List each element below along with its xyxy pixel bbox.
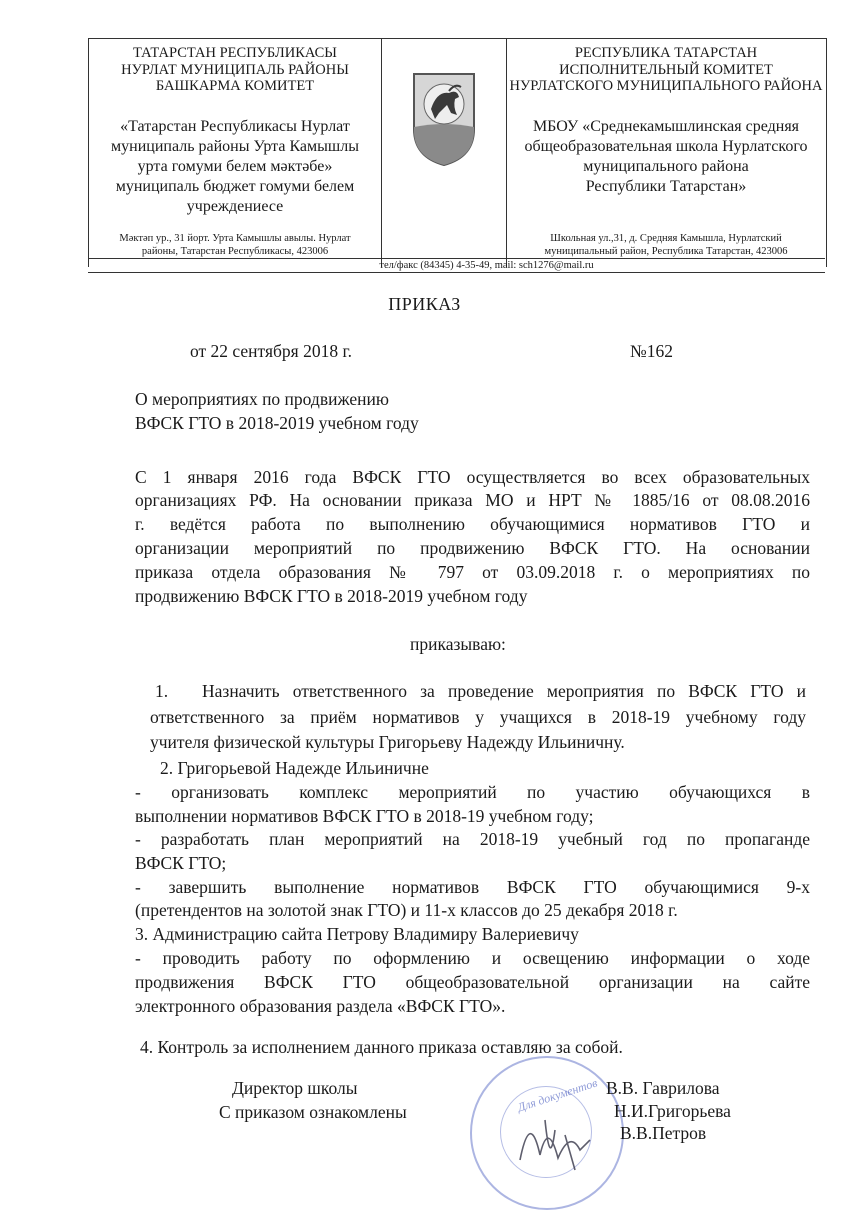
item2-line: ВФСК ГТО; xyxy=(135,853,227,873)
item1-line: ответственного за приём нормативов у учащихся в 2018-19 учебному году xyxy=(150,707,806,727)
item2-line: - разработать план мероприятий на 2018-19 учебный год по пропаганде xyxy=(135,829,810,849)
left-title-line: ТАТАРСТАН РЕСПУБЛИКАСЫ xyxy=(133,45,337,61)
right-address-line: муниципальный район, Республика Татарстан, 423006 xyxy=(544,246,788,257)
item3-line: продвижения ВФСК ГТО общеобразовательной организации на сайте xyxy=(135,972,810,992)
letterhead-right xyxy=(506,39,826,267)
intro-line: г. ведётся работа по выполнению обучающимися нормативов ГТО и xyxy=(135,514,810,534)
item2-line: выполнении нормативов ВФСК ГТО в 2018-19 учебном году; xyxy=(135,806,594,826)
director-label: Директор школы xyxy=(232,1078,358,1098)
stamp-text: Для документов xyxy=(515,1075,599,1115)
item2-line: - организовать комплекс мероприятий по участию обучающихся в xyxy=(135,782,810,802)
subject-line: О мероприятиях по продвижению xyxy=(135,389,389,409)
left-address-line: районы, Татарстан Республикасы, 423006 xyxy=(141,246,329,257)
intro-line: организациях РФ. На основании приказа МО и НРТ № 1885/16 от 08.08.2016 xyxy=(135,490,810,510)
item4-line: 4. Контроль за исполнением данного приказа оставляю за собой. xyxy=(140,1037,623,1057)
item1-line: учителя физической культуры Григорьеву Надежду Ильиничну. xyxy=(150,732,625,752)
right-title-line: НУРЛАТСКОГО МУНИЦИПАЛЬНОГО РАЙОНА xyxy=(509,78,823,94)
item3-heading: 3. Администрацию сайта Петрову Владимиру Валериевичу xyxy=(135,924,579,944)
right-address-line: Школьная ул.,31, д. Средняя Камышла, Нурлатский xyxy=(550,233,782,244)
left-address-line: Мәктәп ур., 31 йорт. Урта Камышлы авылы. Нурлат xyxy=(119,233,351,244)
left-org-line: учреждениесе xyxy=(186,197,284,215)
contacts-bar xyxy=(88,258,825,273)
right-title-line: ИСПОЛНИТЕЛЬНЫЙ КОМИТЕТ xyxy=(559,61,773,78)
right-org-line: муниципального района xyxy=(583,157,749,175)
signature-name: Н.И.Григорьева xyxy=(614,1101,731,1121)
item2-heading: 2. Григорьевой Надежде Ильиничне xyxy=(160,758,429,778)
left-org-line: муниципаль районы Урта Камышлы xyxy=(111,137,359,155)
right-org-line: МБОУ «Среднекамышлинская средняя xyxy=(532,117,800,135)
document-title: ПРИКАЗ xyxy=(388,294,461,314)
intro-line: организации мероприятий по продвижению ВФСК ГТО. На основании xyxy=(135,538,810,558)
item2-line: - завершить выполнение нормативов ВФСК ГТО обучающимися 9-х xyxy=(135,877,810,897)
left-title-line: БАШКАРМА КОМИТЕТ xyxy=(155,78,315,94)
letterhead-left xyxy=(89,39,381,267)
left-title-line: НУРЛАТ МУНИЦИПАЛЬ РАЙОНЫ xyxy=(121,61,349,78)
left-org-line: «Татарстан Республикасы Нурлат xyxy=(120,117,350,135)
left-org-line: муниципаль бюджет гомуми белем xyxy=(115,177,355,195)
item3-line: - проводить работу по оформлению и освещению информации о ходе xyxy=(135,948,810,968)
left-org-line: урта гомуми белем мәктәбе» xyxy=(137,157,333,175)
signature-name: В.В.Петров xyxy=(620,1123,707,1143)
item-number: 1. xyxy=(155,681,169,701)
intro-line: С 1 января 2016 года ВФСК ГТО осуществляется во всех образовательных xyxy=(135,467,810,487)
acquainted-label: С приказом ознакомлены xyxy=(219,1102,407,1122)
item3-line: электронного образования раздела «ВФСК ГТО». xyxy=(135,996,506,1016)
subject-line: ВФСК ГТО в 2018-2019 учебном году xyxy=(135,413,419,433)
order-word: приказываю: xyxy=(410,634,506,654)
order-date: от 22 сентября 2018 г. xyxy=(190,341,353,361)
letterhead xyxy=(88,38,827,267)
item2-line: (претендентов на золотой знак ГТО) и 11-х классов до 25 декабря 2018 г. xyxy=(135,900,678,920)
right-org-line: общеобразовательная школа Нурлатского xyxy=(524,137,808,155)
intro-line: приказа отдела образования № 797 от 03.09.2018 г. о мероприятиях по xyxy=(135,562,810,582)
signature-icon xyxy=(510,1100,620,1180)
right-org-line: Республики Татарстан» xyxy=(585,177,747,195)
coat-of-arms-icon xyxy=(409,69,479,169)
right-title-line: РЕСПУБЛИКА ТАТАРСТАН xyxy=(574,45,758,61)
signature-name: В.В. Гаврилова xyxy=(606,1078,720,1098)
coat-of-arms-cell xyxy=(381,39,507,267)
item1-line: Назначить ответственного за проведение мероприятия по ВФСК ГТО и xyxy=(202,681,806,701)
contacts-text: тел/факс (84345) 4-35-49, mail: sch1276@mail.ru xyxy=(379,260,594,271)
order-number: №162 xyxy=(630,341,673,361)
intro-line: продвижению ВФСК ГТО в 2018-2019 учебном году xyxy=(135,586,528,606)
